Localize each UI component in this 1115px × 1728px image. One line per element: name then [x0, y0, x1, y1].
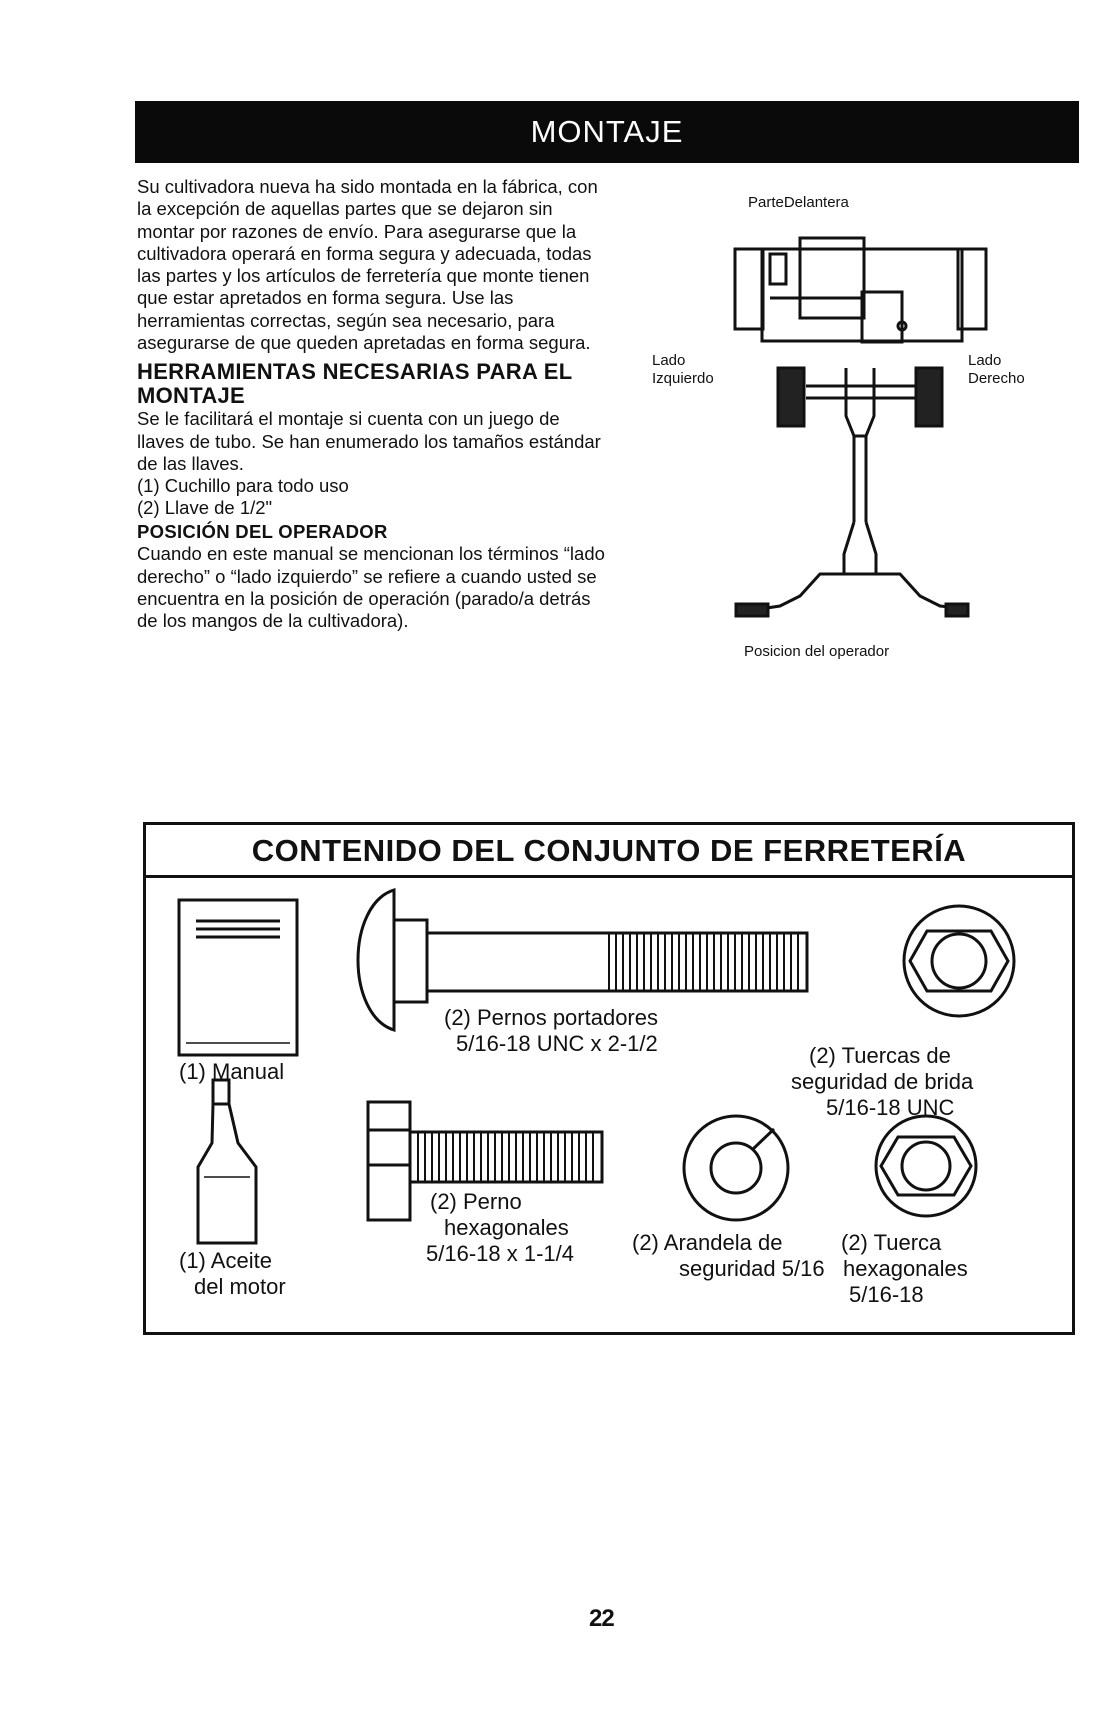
- tools-list: [137, 475, 607, 519]
- figure-caption: Posicion del operador: [744, 643, 890, 660]
- lock-washer-icon: [684, 1116, 788, 1220]
- hex-bolt-label-3: 5/16-18 x 1-1/4: [426, 1241, 574, 1266]
- front-label: ParteDelantera: [748, 194, 849, 211]
- tool-item-knife: (1) Cuchillo para todo uso: [137, 475, 349, 497]
- hex-nut-icon: [876, 1116, 976, 1216]
- hardware-title: CONTENIDO DEL CONJUNTO DE FERRETERÍA: [146, 825, 1072, 878]
- right-side-label-1: Lado: [968, 352, 1002, 369]
- lock-washer-label-1: (2) Arandela de: [632, 1230, 783, 1255]
- carriage-bolt-label-2: 5/16-18 UNC x 2-1/2: [456, 1031, 658, 1056]
- cultivator-top-view-drawing: [640, 186, 1080, 626]
- tool-item-wrench: (2) Llave de 1/2": [137, 497, 273, 519]
- page-number: 22: [589, 1605, 614, 1632]
- manual-icon: [179, 900, 297, 1055]
- operator-text: Cuando en este manual se mencionan los términos “lado derecho” o “lado izquierdo” se refiere a cuando usted se encuentra en la posición de operación (parado/a detrás de los mangos de la cultivadora).: [137, 543, 605, 632]
- flange-nut-label-1: (2) Tuercas de: [809, 1043, 951, 1068]
- lock-washer-label-2: seguridad 5/16: [679, 1256, 825, 1281]
- operator-heading: POSICIÓN DEL OPERADOR: [137, 521, 388, 543]
- hex-nut-label-3: 5/16-18: [849, 1282, 924, 1307]
- oil-label-1: (1) Aceite: [179, 1248, 272, 1273]
- tools-text: Se le facilitará el montaje si cuenta con un juego de llaves de tubo. Se han enumerado los tamaños estándar de las llaves.: [137, 408, 601, 474]
- intro-paragraph: Su cultivadora nueva ha sido montada en la fábrica, con la excepción de aquellas partes que se dejaron sin montar por razones de envío. Para asegurarse que la cultivadora operará en forma segura y adecuada, todas las partes y los artículos de ferretería que monte tienen que estar apretados en forma segura. Use las herramientas correctas, según sea necesario, para asegurarse de que queden apretadas en forma segura.: [137, 176, 598, 354]
- hex-bolt-label-2: hexagonales: [444, 1215, 569, 1240]
- left-side-label-2: Izquierdo: [652, 370, 714, 387]
- flange-nut-label-2: seguridad de brida: [791, 1069, 974, 1094]
- oil-label-2: del motor: [194, 1274, 286, 1299]
- hex-nut-label-1: (2) Tuerca: [841, 1230, 942, 1255]
- flange-nut-label-3: 5/16-18 UNC: [826, 1095, 955, 1120]
- flange-nut-icon: [904, 906, 1014, 1016]
- hardware-contents-box: [143, 822, 1075, 1335]
- hex-nut-label-2: hexagonales: [843, 1256, 968, 1281]
- operator-position-figure: [640, 186, 1080, 666]
- manual-label: (1) Manual: [179, 1059, 285, 1084]
- page-title: MONTAJE: [135, 101, 1079, 163]
- oil-bottle-icon: [198, 1080, 256, 1243]
- left-side-label-1: Lado: [652, 352, 686, 369]
- right-side-label-2: Derecho: [968, 370, 1025, 387]
- hex-bolt-label-1: (2) Perno: [430, 1189, 522, 1214]
- left-column: [137, 176, 607, 632]
- carriage-bolt-label-1: (2) Pernos portadores: [444, 1005, 658, 1030]
- tools-heading: HERRAMIENTAS NECESARIAS PARA EL MONTAJE: [137, 359, 573, 409]
